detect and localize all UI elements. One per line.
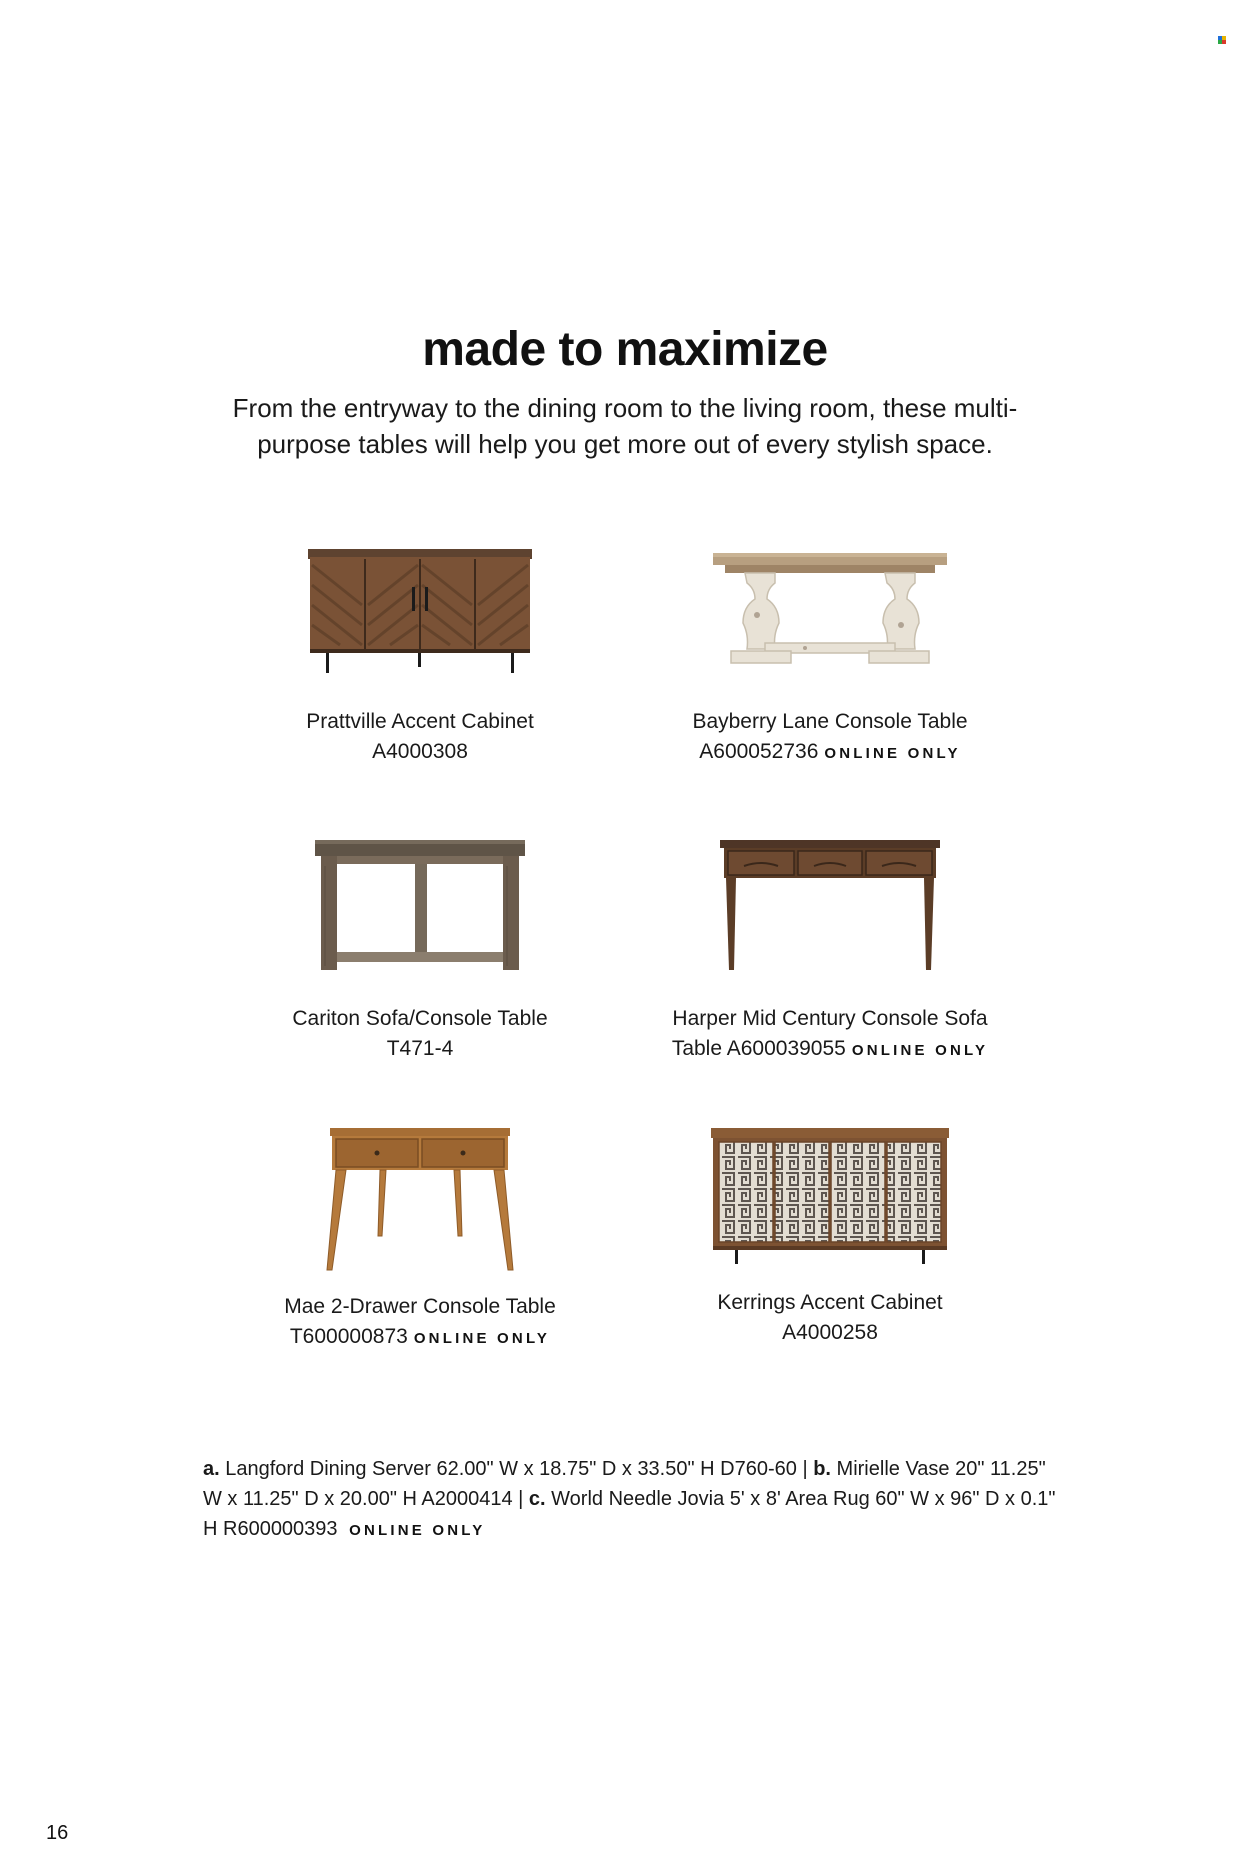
footnote-separator: |: [802, 1458, 808, 1480]
product-kerrings[interactable]: [620, 1124, 1040, 1348]
product-name: Bayberry Lane Console Table: [692, 710, 968, 733]
online-only-badge: ONLINE ONLY: [349, 1522, 486, 1539]
product-sku: A600039055: [726, 1037, 846, 1060]
product-sku: T471-4: [386, 1037, 454, 1060]
corner-color-mark: [1218, 36, 1226, 44]
honey-wood-two-drawer-console-table-image: [320, 1124, 520, 1274]
product-mae[interactable]: [210, 1124, 630, 1354]
product-cariton[interactable]: [210, 836, 630, 1064]
footnote-item-a: Langford Dining Server 62.00" W x 18.75" D x 33.50" H D760-60: [225, 1458, 797, 1480]
gray-wood-console-table-image: [305, 836, 535, 976]
product-prattville[interactable]: [210, 545, 630, 767]
online-only-badge: ONLINE ONLY: [824, 745, 961, 762]
page-title: made to maximize: [422, 323, 828, 376]
product-sku: A600052736: [699, 740, 819, 763]
online-only-badge: ONLINE ONLY: [413, 1330, 551, 1347]
page-number: 16: [46, 1822, 69, 1844]
footnote-letter-a: a.: [203, 1458, 220, 1480]
online-only-badge: ONLINE ONLY: [851, 1042, 989, 1059]
product-name-line1: Harper Mid Century Console Sofa: [672, 1007, 988, 1030]
distressed-white-pedestal-console-table-image: [705, 545, 955, 675]
product-sku: A4000308: [372, 740, 468, 763]
footnote-separator: |: [518, 1488, 524, 1510]
product-name: Cariton Sofa/Console Table: [292, 1007, 548, 1030]
product-name: Prattville Accent Cabinet: [306, 710, 534, 733]
footnote-item-c: World Needle Jovia 5' x 8' Area Rug 60" W x 96" D x 0.1" H R600000393: [203, 1488, 1056, 1540]
patterned-door-accent-cabinet-image: [705, 1124, 955, 1266]
product-name: Kerrings Accent Cabinet: [717, 1291, 943, 1314]
product-bayberry[interactable]: [620, 545, 1040, 769]
footnote-item-b: Mirielle Vase 20" 11.25" W x 11.25" D x 20.00" H A2000414: [203, 1458, 1046, 1510]
footnote-letter-b: b.: [813, 1458, 831, 1480]
product-sku: A4000258: [782, 1321, 878, 1344]
product-name-line2: Table: [671, 1037, 723, 1060]
wood-chevron-accent-cabinet-image: [300, 545, 540, 675]
product-harper[interactable]: [620, 836, 1040, 1066]
product-sku: T600000873: [289, 1325, 408, 1348]
intro-paragraph: From the entryway to the dining room to the living room, these multi-purpose tables will help you get more out of every stylish space.: [232, 393, 1018, 459]
footnote-letter-c: c.: [528, 1488, 546, 1510]
room-item-footnote: [203, 1454, 1063, 1546]
product-name: Mae 2-Drawer Console Table: [284, 1295, 556, 1318]
walnut-three-drawer-console-table-image: [710, 836, 950, 976]
